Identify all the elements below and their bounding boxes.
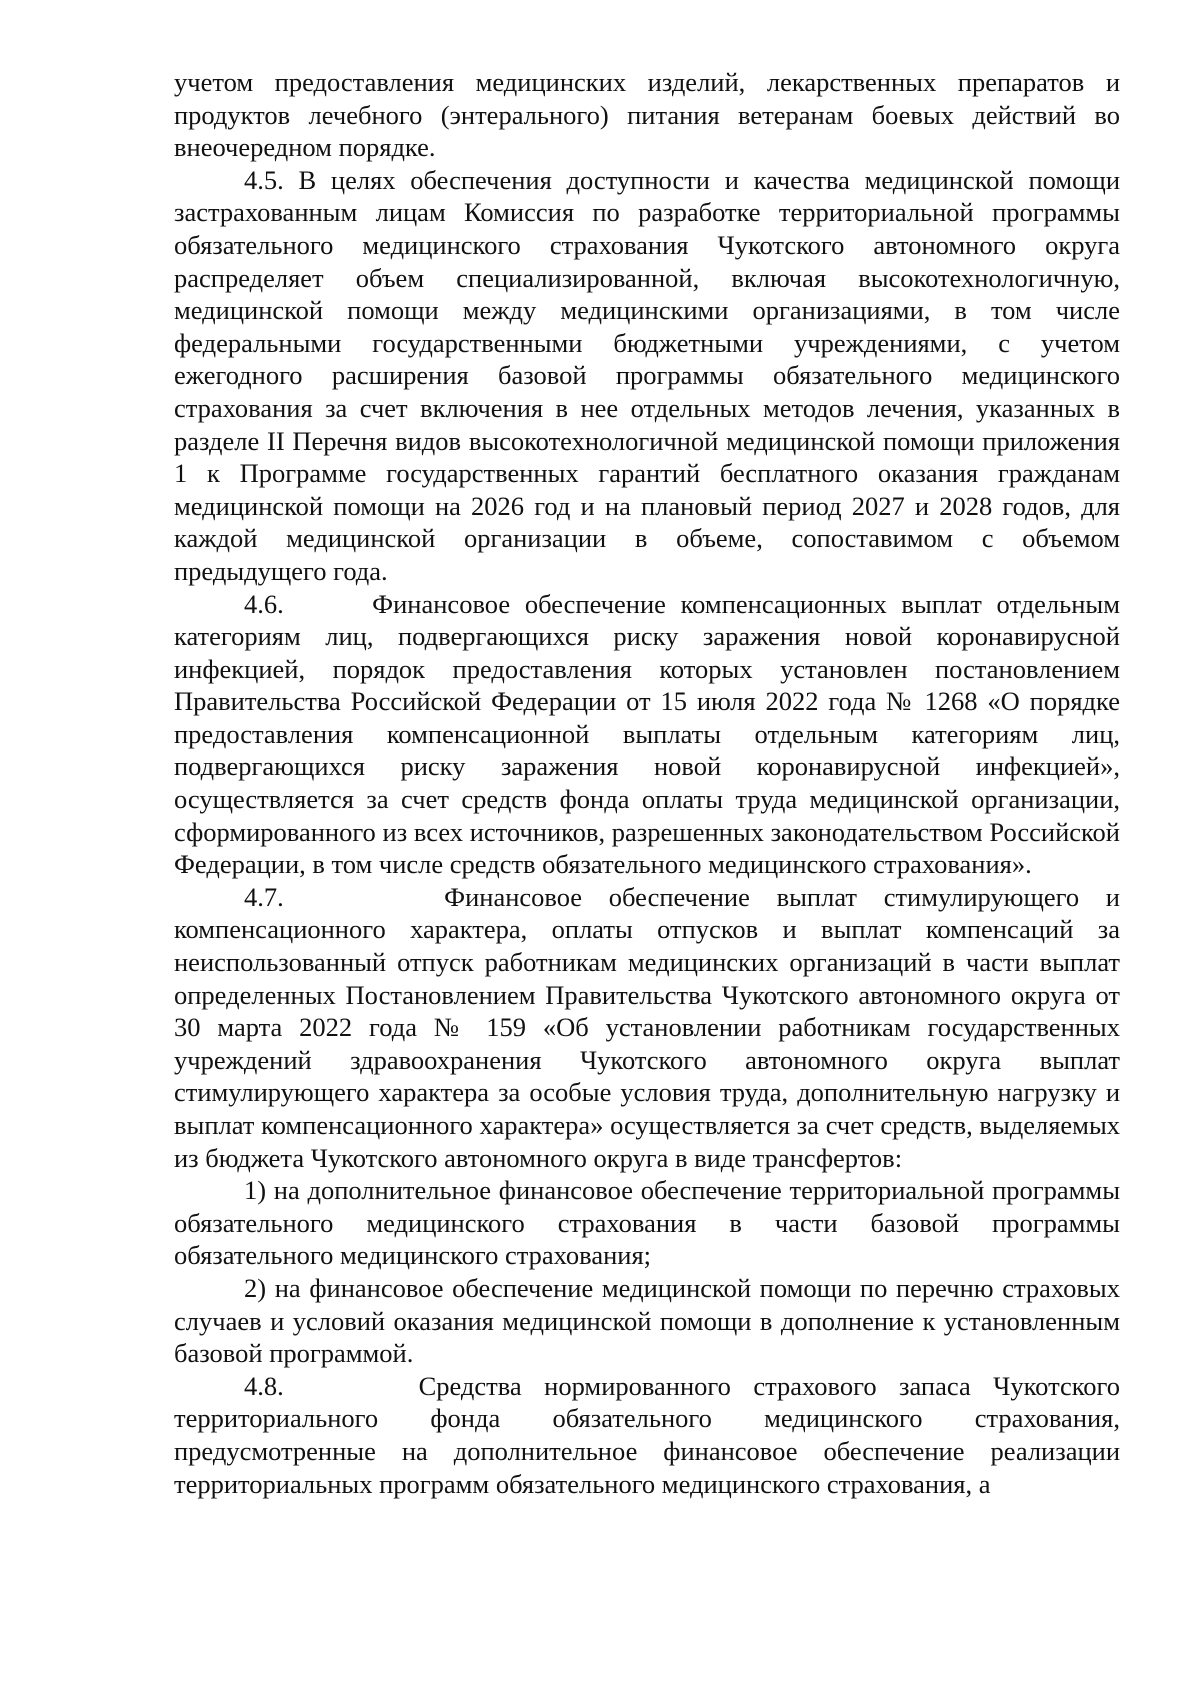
paragraph-4-5: 4.5. В целях обеспечения доступности и качества медицинской помощи застрахованным лицам Комиссия по разработке территориальной программы обязательного медицинского страхования Чукотского автономного округа распределяет объем специализированной, включая высокотехнологичную, медицинской помощи между медицинскими организациями, в том числе федеральными государственными бюджетными учреждениями, с учетом ежегодного расширения базовой программы обязательного медицинского страхования за счет включения в нее отдельных методов лечения, указанных в разделе II Перечня видов высокотехнологичной медицинской помощи приложения 1 к Программе государственных гарантий бесплатного оказания гражданам медицинской помощи на 2026 год и на плановый период 2027 и 2028 годов, для каждой медицинской организации в объеме, сопоставимом с объемом предыдущего года. [174,164,1120,586]
paragraph-item-2: 2) на финансовое обеспечение медицинской помощи по перечню страховых случаев и условий оказания медицинской помощи в дополнение к установленным базовой программой. [174,1272,1120,1369]
paragraph-4-8: 4.8. Средства нормированного страхового запаса Чукотского территориального фонда обязательного медицинского страхования, предусмотренные на дополнительное финансовое обеспечение реализации территориальных программ обязательного медицинского страхования, а [174,1370,1127,1499]
paragraph-item-1: 1) на дополнительное финансовое обеспечение территориальной программы обязательного медицинского страхования в части базовой программы обязательного медицинского страхования; [174,1175,1120,1271]
document-body [174,66,1127,1500]
paragraph-4-6: 4.6. Финансовое обеспечение компенсационных выплат отдельным категориям лиц, подвергающихся риску заражения новой коронавирусной инфекцией, порядок предоставления которых установлен постановлением Правительства Российской Федерации от 15 июля 2022 года № 1268 «О порядке предоставления компенсационной выплаты отдельным категориям лиц, подвергающихся риску заражения новой коронавирусной инфекцией», осуществляется за счет средств фонда оплаты труда медицинской организации, сформированного из всех источников, разрешенных законодательством Российской Федерации, в том числе средств обязательного медицинского страхования». [174,588,1127,880]
paragraph-continuation: учетом предоставления медицинских изделий, лекарственных препаратов и продуктов лечебного (энтерального) питания ветеранам боевых действий во внеочередном порядке. [174,67,1120,163]
paragraph-4-7: 4.7. Финансовое обеспечение выплат стимулирующего и компенсационного характера, оплаты отпусков и выплат компенсаций за неиспользованный отпуск работникам медицинских организаций в части выплат определенных Постановлением Правительства Чукотского автономного округа от 30 марта 2022 года № 159 «Об установлении работникам государственных учреждений здравоохранения Чукотского автономного округа выплат стимулирующего характера за особые условия труда, дополнительную нагрузку и выплат компенсационного характера» осуществляется за счет средств, выделяемых из бюджета Чукотского автономного округа в виде трансфертов: [174,881,1127,1173]
